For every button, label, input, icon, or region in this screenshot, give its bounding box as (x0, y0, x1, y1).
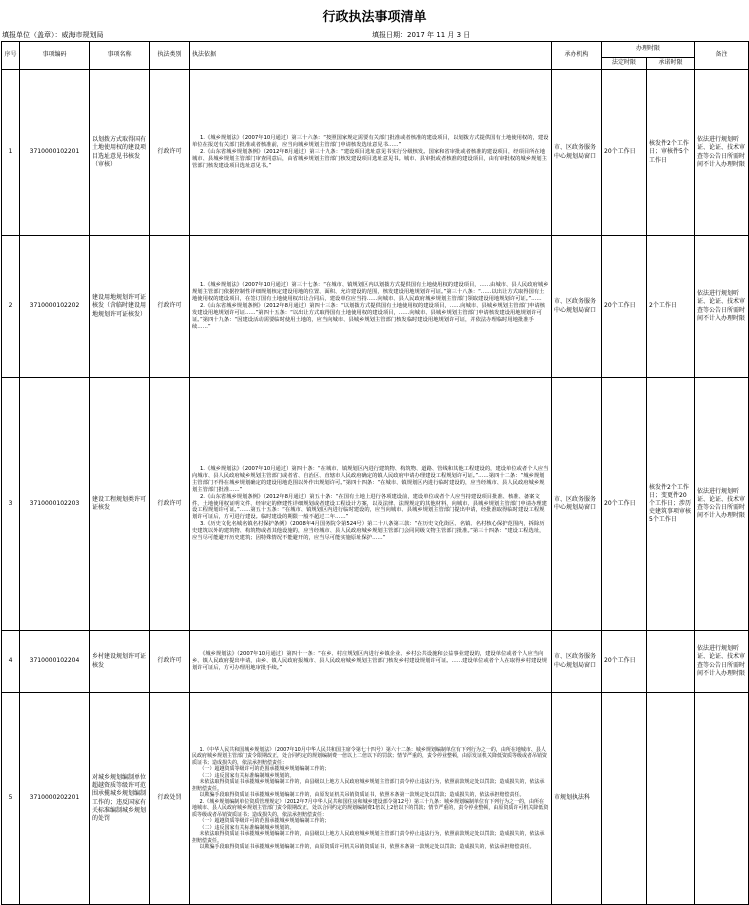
header-name: 事项名称 (90, 42, 150, 70)
row-code: 3710000102204 (20, 631, 90, 693)
document-title: 行政执法事项清单 (322, 10, 427, 25)
header-code: 事项编码 (20, 42, 90, 70)
row-category: 行政处罚 (150, 693, 190, 905)
table-row (2, 378, 749, 631)
header-basis: 执法依据 (190, 42, 552, 70)
basis-paragraph: 3.《历史文化名城名镇名村保护条例》（2008年4月国务院令第524号）第二十八条第三款：“在历史文化街区、名镇、名村核心保护范围内，拆除历史建筑以外的建筑物、构筑物或者其他设施的，应当经城市、县人民政府城乡规划主管部门会同同级文物主管部门批准。”第三十四条：“建设工程选址，应当尽可能避开历史建筑；因特殊情况不能避开的，应当尽可能实施原址保护……” (192, 521, 545, 542)
row-legal-limit: 20个工作日 (602, 631, 647, 693)
row-no: 1 (2, 70, 20, 236)
row-promise-limit (647, 693, 695, 905)
header-legal-limit: 法定时限 (602, 58, 647, 70)
header-no: 序号 (2, 42, 20, 70)
row-name: 建设用地规划许可证核发（含临时建设用地规划许可证核发） (90, 236, 150, 378)
row-basis (190, 70, 552, 236)
basis-paragraph: 2.《山东省城乡规划条例》（2012年8月通过）第五十条：“在国有土地上进行各项建设前，建设单位或者个人应当持建设项目批准、核准、备案文件，土地使用权证明文件、经审定的修建性详细规划或者建设工程设计方案，以及法律、法规规定的其他材料，向城市、县城乡规划主管部门申请办理建设工程规划许可证。”……第五十五条：“在城市、镇规划区内进行临时建设的，应当向城市、县城乡规划主管部门提出申请，经批准取得临时建设工程规划许可证后，方可进行建设。临时建设的期限一般不超过二年……” (192, 493, 547, 521)
basis-paragraph: 2.《山东省城乡规划条例》（2012年8月通过）第三十九条：“建设项目选址意见书实行分级核发。国家和省审批或者核准的建设项目，经项目所在地城市、县城乡规划主管部门审查同意后，由省城乡规划主管部门核发建设项目选址意见书。城市、县审批或者核准的建设项目，由有审批权的城乡规划主管部门核发建设项目选址意见书。” (192, 149, 547, 169)
table-row (2, 631, 749, 693)
table-row (2, 70, 749, 236)
basis-paragraph: 2.《城乡规划编制单位资质管理规定》（2012年7月中华人民共和国住房和城乡建设部令第12号）第三十九条：城乡规划编制单位有下列行为之一的，由所在地城市、县人民政府城乡规划主管部门责令限期改正，处以合同约定的规划编制费1倍以上2倍以下的罚款；情节严重的，责令停业整顿，由原资质许可机关降低资质等级或者吊销资质证书；造成损失的，依法承担赔偿责任： (192, 798, 549, 818)
basis-paragraph: 1.《中华人民共和国城乡规划法》（2007年10月中华人民共和国主席令第七十四号）第六十二条：城乡规划编制单位有下列行为之一的，由所在地城市、县人民政府城乡规划主管部门责令限期改正，处合同约定的规划编制费一倍以上二倍以下的罚款；情节严重的，责令停业整顿，由原发证机关降低资质等级或者吊销资质证书；造成损失的，依法承担赔偿责任： (192, 746, 548, 766)
row-agency: 市、区政务服务中心规划局窗口 (552, 70, 602, 236)
row-agency: 市规划执法科 (552, 693, 602, 905)
row-name: 乡村建设规划许可证核发 (90, 631, 150, 693)
row-name: 对城乡规划编制单位超越资质等级许可范围承揽城乡规划编制工作的；违反国家有关标准编制城乡规划的处罚 (90, 693, 150, 905)
row-promise-limit: 核发件2个工作日；变更件20个工作日；涉历史建筑事项审核5个工作日 (647, 378, 695, 631)
row-basis (190, 236, 552, 378)
enforcement-items-table (1, 41, 749, 905)
row-code: 3710000102202 (20, 236, 90, 378)
row-no: 4 (2, 631, 20, 693)
basis-paragraph: （一）超越资质等级许可的范围承揽城乡规划编制工作的； (199, 818, 330, 824)
row-agency: 市、区政务服务中心规划局窗口 (552, 378, 602, 631)
row-remark: 依法进行规划听证、论证、技术审查等公告日所需时间不计入办理时限 (695, 70, 749, 236)
fill-date: 填报日期：2017 年 11 月 3 日 (372, 31, 471, 39)
row-basis (190, 631, 552, 693)
header-category: 执法类别 (150, 42, 190, 70)
row-legal-limit (602, 693, 647, 905)
row-category: 行政许可 (150, 236, 190, 378)
header-promise-limit: 承诺时限 (647, 58, 695, 70)
row-code: 3710000102203 (20, 378, 90, 631)
basis-paragraph: 2.《山东省城乡规划条例》（2012年8月通过）第四十三条：“以划拨方式提供国有土地使用权的建设项目，……向城市、县城乡规划主管部门申请核发建设用地规划许可证……”第四十五条：“以出让方式取得国有土地使用权的建设项目，……向城市、县城乡规划主管部门申请核发建设用地规划许可证。”第四十九条：“因建设活动需要临时使用土地的，应当向城市、县城乡规划主管部门核发临时建设用地规划许可证，并依法办理临时用地批准手续……” (192, 303, 546, 330)
basis-paragraph: 以欺骗手段取得资质证书承揽城乡规划编制工作的，由原发证机关吊销资质证书，依照本条第一款规定处以罚款；造成损失的，依法承担赔偿责任。 (199, 792, 525, 798)
row-name: 建设工程规划类许可证核发 (90, 378, 150, 631)
row-promise-limit (647, 631, 695, 693)
row-legal-limit: 20个工作日 (602, 236, 647, 378)
fill-unit: 填报单位（盖章）：威海市规划局 (2, 31, 104, 39)
table-row (2, 236, 749, 378)
row-remark (695, 693, 749, 905)
header-agency: 承办机构 (552, 42, 602, 70)
row-category: 行政许可 (150, 70, 190, 236)
basis-paragraph: 1.《城乡规划法》（2007年10月通过）第三十七条：“在城市、镇规划区内以划拨方式提供国有土地使用权的建设项目，……由城市、县人民政府城乡规划主管部门依据控制性详细规划核定建设用地的位置、面积、允许建设的范围，核发建设用地规划许可证。”第三十八条：“……以出让方式取得国有土地使用权的建设项目，在签订国有土地使用权出让合同后，建设单位应当持……向城市、县人民政府城乡规划主管部门领取建设用地规划许可证。”…… (192, 282, 549, 303)
row-promise-limit: 核发件2个工作日；审核件5个工作日 (647, 70, 695, 236)
basis-paragraph: （一）超越资质等级许可的范围承揽城乡规划编制工作的； (199, 766, 330, 772)
row-promise-limit: 2个工作日 (647, 236, 695, 378)
row-agency: 市、区政务服务中心规划局窗口 (552, 631, 602, 693)
row-legal-limit: 20个工作日 (602, 378, 647, 631)
basis-paragraph: 《城乡规划法》（2007年10月通过）第四十一条：“在乡、村庄规划区内进行乡镇企业、乡村公共设施和公益事业建设的，建设单位或者个人应当向乡、镇人民政府提出申请，由乡、镇人民政府报城市、县人民政府城乡规划主管部门核发乡村建设规划许可证。……建设单位或者个人在取得乡村建设规划许可证后，方可办理用地审批手续。” (192, 651, 547, 671)
row-no: 5 (2, 693, 20, 905)
row-no: 3 (2, 378, 20, 631)
basis-paragraph: 1.《城乡规划法》（2007年10月通过）第三十六条：“按照国家规定需要有关部门批准或者核准的建设项目，以划拨方式提供国有土地使用权的，建设单位在报送有关部门批准或者核准前，应当向城乡规划主管部门申请核发选址意见书……” (192, 135, 549, 149)
row-category: 行政许可 (150, 631, 190, 693)
basis-paragraph: （二）违反国家有关标准编制城乡规划的。 (199, 824, 295, 831)
row-agency: 市、区政务服务中心规划局窗口 (552, 236, 602, 378)
basis-paragraph: 未依法取得资质证书承揽城乡规划编制工作的，由县级以上地方人民政府城乡规划主管部门责令停止违法行为，依照前款规定处以罚款；造成损失的，依法承担赔偿责任。 (192, 831, 545, 844)
header-remark: 备注 (695, 42, 749, 70)
row-category: 行政许可 (150, 378, 190, 631)
row-name: 以划拨方式取得国有土地使用权的建设项目选址意见书核发（审核） (90, 70, 150, 236)
header-time-limit: 办理时限 (602, 42, 695, 58)
row-legal-limit: 20个工作日 (602, 70, 647, 236)
table-row (2, 693, 749, 905)
row-code: 3710000102201 (20, 70, 90, 236)
row-remark: 依法进行规划听证、论证、技术审查等公告日所需时间不计入办理时限 (695, 378, 749, 631)
row-code: 3710000202201 (20, 693, 90, 905)
basis-paragraph: （二）违反国家有关标准编制城乡规划的。 (199, 772, 295, 779)
basis-paragraph: 以欺骗手段取得资质证书承揽城乡规划编制工作的，由原资质许可机关吊销资质证书，依照本条第一款规定处以罚款；造成损失的，依法承担赔偿责任。 (199, 844, 535, 850)
row-basis (190, 693, 552, 905)
row-remark: 依法进行规划听证、论证、技术审查等公告日所需时间不计入办理时限 (695, 631, 749, 693)
row-basis (190, 378, 552, 631)
basis-paragraph: 1.《城乡规划法》（2007年10月通过）第四十条：“在城市、镇规划区内进行建筑物、构筑物、道路、管线和其他工程建设的，建设单位或者个人应当向城市、县人民政府城乡规划主管部门或者省、自治区、直辖市人民政府确定的镇人民政府申请办理建设工程规划许可证。”……第四十二条：“城乡规划主管部门不得在城乡规划确定的建设用地范围以外作出规划许可。”第四十四条：“在城市、镇规划区内进行临时建设的，应当经城市、县人民政府城乡规划主管部门批准……” (192, 465, 549, 493)
basis-paragraph: 未依法取得资质证书承揽城乡规划编制工作的，由县级以上地方人民政府城乡规划主管部门责令停止违法行为，依照前款规定处以罚款；造成损失的，依法承担赔偿责任。 (192, 779, 545, 792)
row-no: 2 (2, 236, 20, 378)
row-remark: 依法进行规划听证、论证、技术审查等公告日所需时间不计入办理时限 (695, 236, 749, 378)
